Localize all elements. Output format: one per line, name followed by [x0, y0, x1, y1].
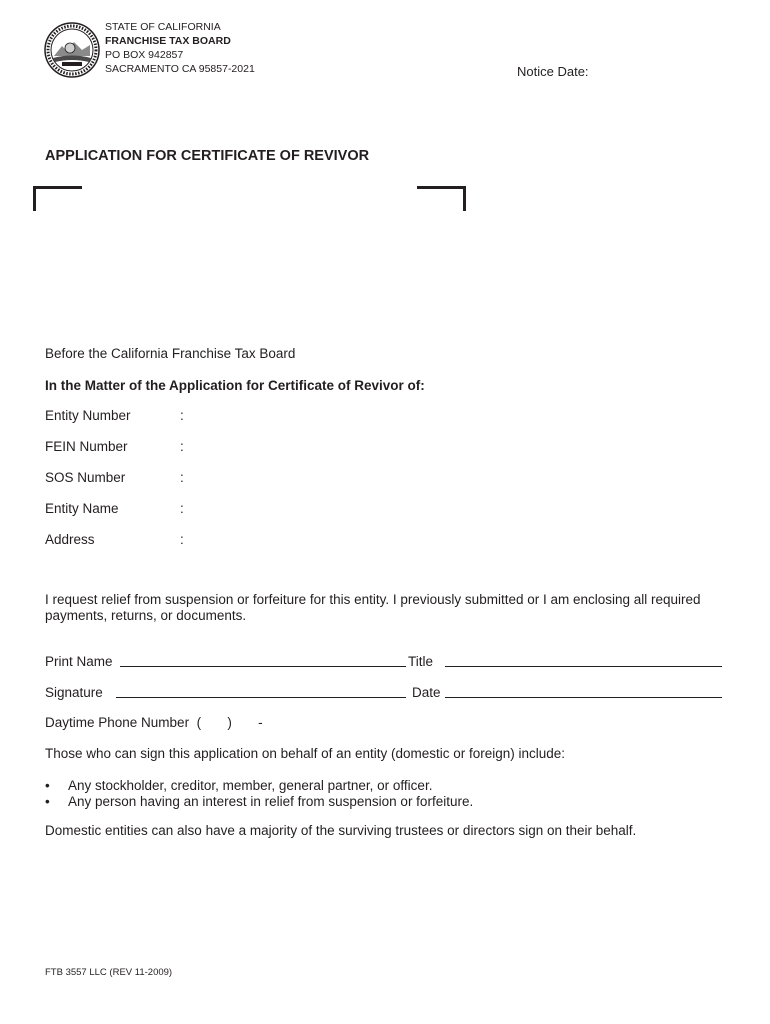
list-item-text: Any stockholder, creditor, member, general partner, or officer. — [68, 778, 433, 793]
entity-number-separator: : — [180, 408, 184, 423]
title-line[interactable] — [445, 666, 722, 667]
signers-intro: Those who can sign this application on behalf of an entity (domestic or foreign) include: — [45, 746, 566, 761]
sos-number-separator: : — [180, 470, 184, 485]
list-item — [45, 778, 473, 794]
date-label: Date — [412, 685, 441, 700]
california-state-seal-icon — [44, 22, 100, 78]
entity-number-label: Entity Number — [45, 408, 131, 423]
bullet-glyph: • — [45, 778, 50, 793]
address-window-corner-right — [417, 186, 466, 211]
board-heading: Before the California Franchise Tax Board — [45, 346, 296, 361]
sos-number-label: SOS Number — [45, 470, 126, 485]
agency-po-box: PO BOX 942857 — [105, 49, 184, 61]
print-name-label: Print Name — [45, 654, 113, 669]
date-line[interactable] — [445, 697, 722, 698]
entity-name-label: Entity Name — [45, 501, 119, 516]
form-number: FTB 3557 LLC (REV 11-2009) — [45, 967, 173, 978]
relief-statement: I request relief from suspension or forfeiture for this entity. I previously submitted or I am enclosing all required payments, returns, or documents. — [45, 592, 701, 623]
fein-number-label: FEIN Number — [45, 439, 128, 454]
agency-address — [105, 20, 255, 76]
form-title: APPLICATION FOR CERTIFICATE OF REVIVOR — [45, 148, 370, 164]
bullet-glyph: • — [45, 794, 50, 809]
list-item-text: Any person having an interest in relief from suspension or forfeiture. — [68, 794, 474, 809]
daytime-phone-label: Daytime Phone Number ( ) - — [45, 715, 263, 730]
address-separator: : — [180, 532, 184, 547]
agency-name: FRANCHISE TAX BOARD — [105, 35, 231, 47]
agency-state: STATE OF CALIFORNIA — [105, 21, 221, 33]
domestic-entities-note: Domestic entities can also have a majority of the surviving trustees or directors sign on their behalf. — [45, 823, 637, 838]
address-label: Address — [45, 532, 95, 547]
signature-line[interactable] — [116, 697, 406, 698]
print-name-line[interactable] — [120, 666, 406, 667]
fein-number-separator: : — [180, 439, 184, 454]
entity-name-separator: : — [180, 501, 184, 516]
agency-city: SACRAMENTO CA 95857-2021 — [105, 63, 255, 75]
address-window-corner-left — [33, 186, 82, 211]
signature-label: Signature — [45, 685, 103, 700]
notice-date-label: Notice Date: — [517, 64, 589, 79]
signers-list — [45, 778, 473, 810]
matter-heading: In the Matter of the Application for Certificate of Revivor of: — [45, 378, 425, 393]
list-item — [45, 794, 473, 810]
title-label: Title — [408, 654, 434, 669]
